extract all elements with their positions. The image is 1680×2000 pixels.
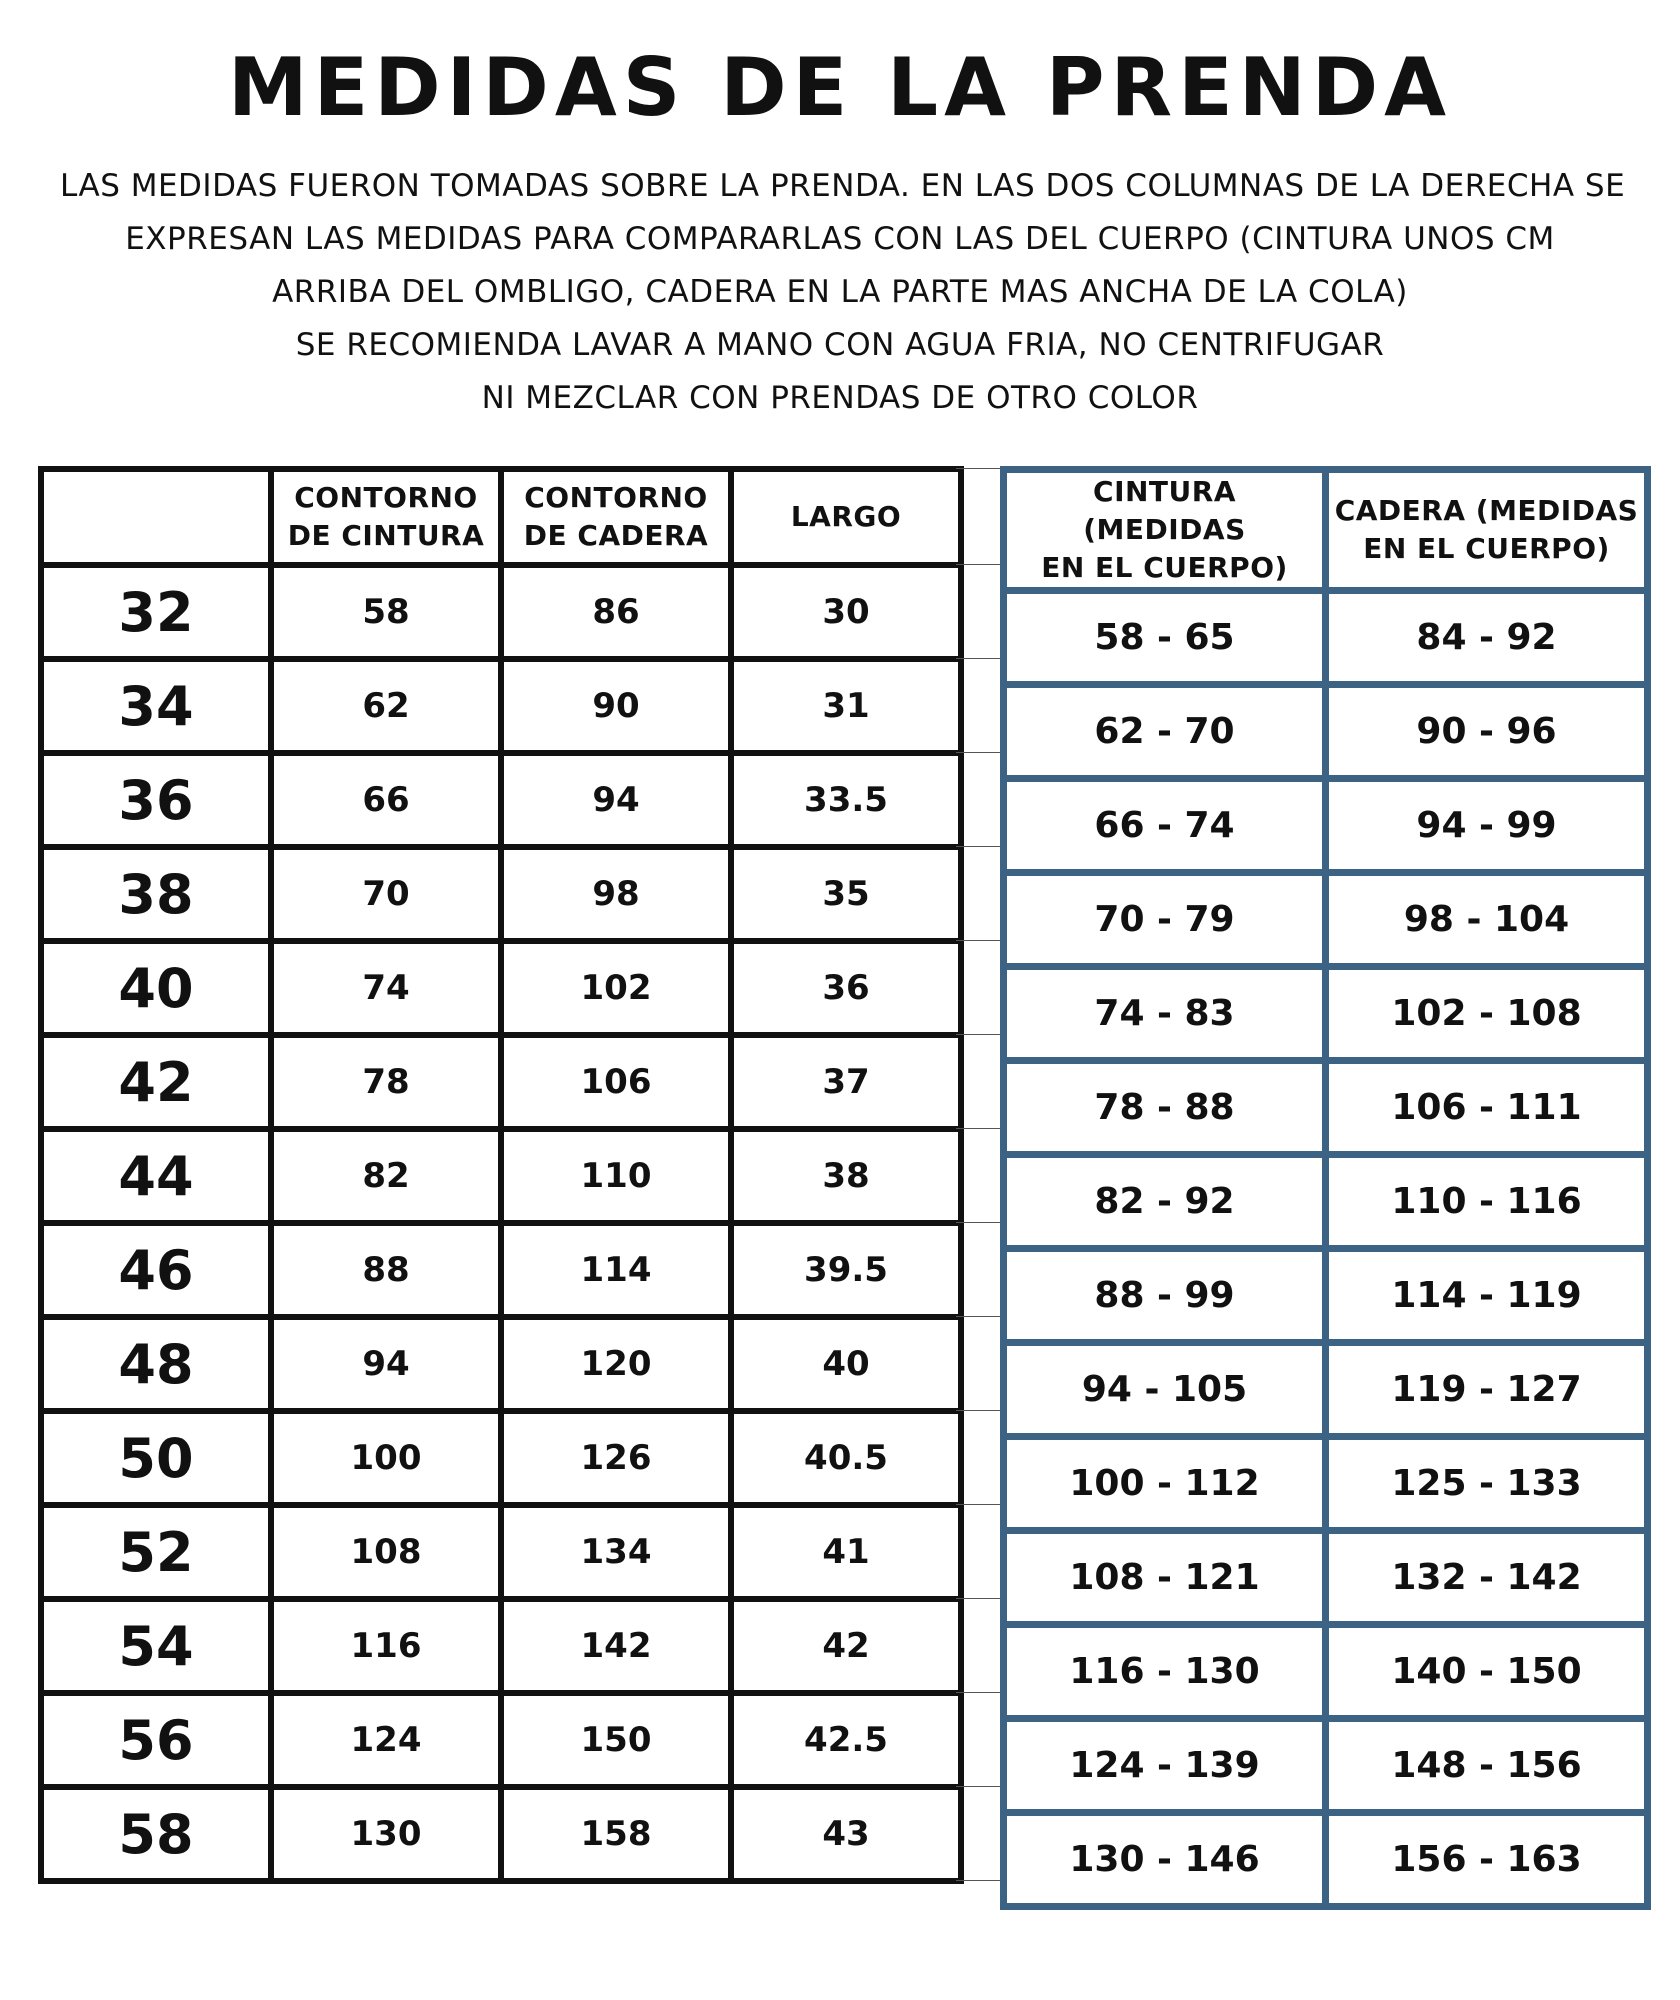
- length-cell: 41: [731, 1505, 961, 1599]
- table-row: [41, 1035, 961, 1129]
- size-cell: 52: [41, 1505, 271, 1599]
- body-hip-cell: 119 - 127: [1326, 1343, 1648, 1437]
- hip-cell: 110: [501, 1129, 731, 1223]
- body-hip-cell: 156 - 163: [1326, 1813, 1648, 1907]
- hip-cell: 94: [501, 753, 731, 847]
- size-cell: 34: [41, 659, 271, 753]
- body-hip-cell: 102 - 108: [1326, 967, 1648, 1061]
- header-body-waist: CINTURA (MEDIDAS EN EL CUERPO): [1004, 470, 1326, 591]
- length-cell: 37: [731, 1035, 961, 1129]
- description-line: SE RECOMIENDA LAVAR A MANO CON AGUA FRIA, NO CENTRIFUGAR: [295, 327, 1385, 363]
- table-row: [1004, 1531, 1648, 1625]
- table-row: [41, 1787, 961, 1881]
- table-row: [1004, 1343, 1648, 1437]
- table-row: [1004, 1813, 1648, 1907]
- connector-line: [956, 1222, 1000, 1223]
- body-waist-cell: 100 - 112: [1004, 1437, 1326, 1531]
- length-cell: 31: [731, 659, 961, 753]
- size-cell: 38: [41, 847, 271, 941]
- length-cell: 40: [731, 1317, 961, 1411]
- connector-line: [956, 1316, 1000, 1317]
- row-connector-lines: [956, 466, 1000, 1966]
- size-cell: 32: [41, 565, 271, 659]
- table-row: [1004, 1625, 1648, 1719]
- body-hip-cell: 148 - 156: [1326, 1719, 1648, 1813]
- waist-cell: 94: [271, 1317, 501, 1411]
- length-cell: 30: [731, 565, 961, 659]
- description: [60, 160, 1626, 425]
- description-line: LAS MEDIDAS FUERON TOMADAS SOBRE LA PRENDA. EN LAS DOS COLUMNAS DE LA DERECHA SE: [60, 168, 1626, 204]
- table-row: [1004, 685, 1648, 779]
- size-cell: 46: [41, 1223, 271, 1317]
- length-cell: 42: [731, 1599, 961, 1693]
- body-hip-cell: 140 - 150: [1326, 1625, 1648, 1719]
- connector-line: [956, 752, 1000, 753]
- waist-cell: 116: [271, 1599, 501, 1693]
- table-row: [1004, 1437, 1648, 1531]
- body-hip-cell: 94 - 99: [1326, 779, 1648, 873]
- size-cell: 58: [41, 1787, 271, 1881]
- length-cell: 39.5: [731, 1223, 961, 1317]
- hip-cell: 120: [501, 1317, 731, 1411]
- table-row: [41, 1129, 961, 1223]
- table-row: [41, 1411, 961, 1505]
- body-hip-cell: 114 - 119: [1326, 1249, 1648, 1343]
- connector-line: [956, 1692, 1000, 1693]
- size-cell: 48: [41, 1317, 271, 1411]
- hip-cell: 134: [501, 1505, 731, 1599]
- header-waist: CONTORNO DE CINTURA: [271, 469, 501, 565]
- connector-line: [956, 468, 1000, 469]
- table-row: [41, 659, 961, 753]
- length-cell: 43: [731, 1787, 961, 1881]
- size-cell: 36: [41, 753, 271, 847]
- body-waist-cell: 58 - 65: [1004, 591, 1326, 685]
- size-cell: 50: [41, 1411, 271, 1505]
- waist-cell: 62: [271, 659, 501, 753]
- table-row: [1004, 1155, 1648, 1249]
- hip-cell: 142: [501, 1599, 731, 1693]
- size-cell: 56: [41, 1693, 271, 1787]
- body-hip-cell: 110 - 116: [1326, 1155, 1648, 1249]
- table-row: [41, 941, 961, 1035]
- garment-measurements-table: [38, 466, 964, 1884]
- hip-cell: 158: [501, 1787, 731, 1881]
- body-waist-cell: 78 - 88: [1004, 1061, 1326, 1155]
- header-length: LARGO: [731, 469, 961, 565]
- hip-cell: 106: [501, 1035, 731, 1129]
- waist-cell: 74: [271, 941, 501, 1035]
- hip-cell: 98: [501, 847, 731, 941]
- size-cell: 44: [41, 1129, 271, 1223]
- connector-line: [956, 1504, 1000, 1505]
- table-row: [1004, 1719, 1648, 1813]
- table-row: [1004, 591, 1648, 685]
- hip-cell: 126: [501, 1411, 731, 1505]
- body-waist-cell: 124 - 139: [1004, 1719, 1326, 1813]
- length-cell: 35: [731, 847, 961, 941]
- table-row: [1004, 1249, 1648, 1343]
- waist-cell: 124: [271, 1693, 501, 1787]
- table-row: [1004, 1061, 1648, 1155]
- body-hip-cell: 125 - 133: [1326, 1437, 1648, 1531]
- table-header-row: [41, 469, 961, 565]
- page-title: MEDIDAS DE LA PRENDA: [227, 41, 1453, 134]
- body-waist-cell: 116 - 130: [1004, 1625, 1326, 1719]
- body-waist-cell: 66 - 74: [1004, 779, 1326, 873]
- length-cell: 42.5: [731, 1693, 961, 1787]
- table-row: [41, 1599, 961, 1693]
- body-waist-cell: 82 - 92: [1004, 1155, 1326, 1249]
- size-cell: 54: [41, 1599, 271, 1693]
- waist-cell: 88: [271, 1223, 501, 1317]
- table-row: [41, 753, 961, 847]
- hip-cell: 150: [501, 1693, 731, 1787]
- waist-cell: 108: [271, 1505, 501, 1599]
- table-row: [41, 1693, 961, 1787]
- table-header-row: [1004, 470, 1648, 591]
- body-waist-cell: 94 - 105: [1004, 1343, 1326, 1437]
- connector-line: [956, 940, 1000, 941]
- hip-cell: 86: [501, 565, 731, 659]
- connector-line: [956, 658, 1000, 659]
- header-hip: CONTORNO DE CADERA: [501, 469, 731, 565]
- body-hip-cell: 84 - 92: [1326, 591, 1648, 685]
- length-cell: 40.5: [731, 1411, 961, 1505]
- size-cell: 40: [41, 941, 271, 1035]
- connector-line: [956, 1410, 1000, 1411]
- body-measurements-table: [1000, 466, 1651, 1910]
- body-waist-cell: 108 - 121: [1004, 1531, 1326, 1625]
- table-row: [41, 847, 961, 941]
- description-line: EXPRESAN LAS MEDIDAS PARA COMPARARLAS CON LAS DEL CUERPO (CINTURA UNOS CM: [125, 221, 1555, 257]
- waist-cell: 58: [271, 565, 501, 659]
- hip-cell: 90: [501, 659, 731, 753]
- length-cell: 36: [731, 941, 961, 1035]
- connector-line: [956, 1880, 1000, 1881]
- body-waist-cell: 74 - 83: [1004, 967, 1326, 1061]
- body-waist-cell: 70 - 79: [1004, 873, 1326, 967]
- hip-cell: 114: [501, 1223, 731, 1317]
- length-cell: 38: [731, 1129, 961, 1223]
- body-hip-cell: 132 - 142: [1326, 1531, 1648, 1625]
- size-cell: 42: [41, 1035, 271, 1129]
- header-body-hip: CADERA (MEDIDAS EN EL CUERPO): [1326, 470, 1648, 591]
- table-row: [1004, 967, 1648, 1061]
- body-hip-cell: 98 - 104: [1326, 873, 1648, 967]
- waist-cell: 78: [271, 1035, 501, 1129]
- description-line: NI MEZCLAR CON PRENDAS DE OTRO COLOR: [481, 380, 1199, 416]
- body-waist-cell: 130 - 146: [1004, 1813, 1326, 1907]
- connector-line: [956, 1786, 1000, 1787]
- table-row: [41, 1223, 961, 1317]
- body-waist-cell: 62 - 70: [1004, 685, 1326, 779]
- connector-line: [956, 1598, 1000, 1599]
- connector-line: [956, 846, 1000, 847]
- waist-cell: 66: [271, 753, 501, 847]
- body-hip-cell: 90 - 96: [1326, 685, 1648, 779]
- table-row: [1004, 779, 1648, 873]
- table-row: [41, 1505, 961, 1599]
- table-row: [41, 565, 961, 659]
- description-line: ARRIBA DEL OMBLIGO, CADERA EN LA PARTE MAS ANCHA DE LA COLA): [272, 274, 1408, 310]
- waist-cell: 130: [271, 1787, 501, 1881]
- connector-line: [956, 564, 1000, 565]
- table-row: [1004, 873, 1648, 967]
- connector-line: [956, 1128, 1000, 1129]
- body-hip-cell: 106 - 111: [1326, 1061, 1648, 1155]
- hip-cell: 102: [501, 941, 731, 1035]
- waist-cell: 100: [271, 1411, 501, 1505]
- header-size: [41, 469, 271, 565]
- table-row: [41, 1317, 961, 1411]
- waist-cell: 70: [271, 847, 501, 941]
- waist-cell: 82: [271, 1129, 501, 1223]
- connector-line: [956, 1034, 1000, 1035]
- body-waist-cell: 88 - 99: [1004, 1249, 1326, 1343]
- length-cell: 33.5: [731, 753, 961, 847]
